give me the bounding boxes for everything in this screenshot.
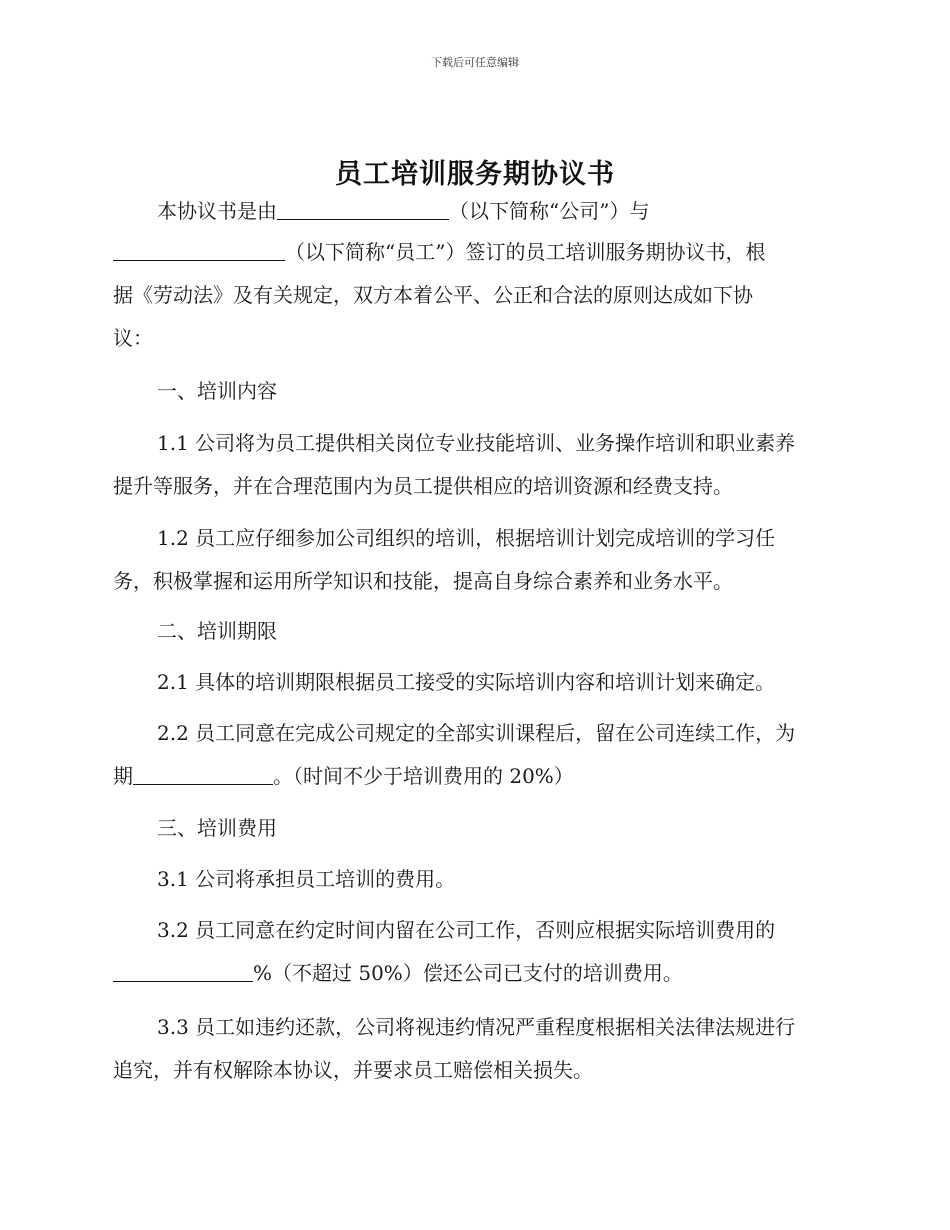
paragraph-text: %（不超过 50%）偿还公司已支付的培训费用。 [253,961,683,985]
paragraph-text: 。（时间不少于培训费用的 20%） [273,764,574,788]
paragraph-text: 3.2 员工同意在约定时间内留在公司工作，否则应根据实际培训费用的 [157,918,776,942]
paragraph-text: 2.2 员工同意在完成公司规定的全部实训课程后，留在公司连续工作，为 [157,721,796,745]
paragraph-text: 2.1 具体的培训期限根据员工接受的实际培训内容和培训计划来确定。 [157,670,776,694]
section-heading-2: 二、培训期限 [157,619,277,643]
intro-text: （以下简称“公司”）与 [449,199,650,223]
repayment-line [113,958,683,988]
intro-line-1 [157,196,649,226]
intro-text: 本协议书是由 [157,199,277,223]
section-heading-3: 三、培训费用 [157,816,277,840]
intro-line-4: 议： [113,326,153,350]
intro-text: （以下简称“员工”）签订的员工培训服务期协议书，根 [285,240,766,264]
document-title: 员工培训服务期协议书 [335,159,615,190]
paragraph-text: 1.2 员工应仔细参加公司组织的培训，根据培训计划完成培训的学习任 [157,526,776,550]
repayment-percent-blank[interactable] [113,959,253,982]
paragraph-text: 追究，并有权解除本协议，并要求员工赔偿相关损失。 [113,1058,593,1082]
service-period-blank[interactable] [133,762,273,785]
paragraph-text: 3.1 公司将承担员工培训的费用。 [157,867,456,891]
paragraph-text: 1.1 公司将为员工提供相关岗位专业技能培训、业务操作培训和职业素养 [157,431,796,455]
paragraph-text: 期 [113,764,133,788]
page-header: 下载后可任意编辑 [431,56,519,69]
intro-line-3: 据《劳动法》及有关规定，双方本着公平、公正和合法的原则达成如下协 [113,283,753,307]
service-period-line [113,761,574,791]
paragraph-text: 3.3 员工如违约还款，公司将视违约情况严重程度根据相关法律法规进行 [157,1015,796,1039]
intro-line-2 [113,237,765,267]
company-name-blank[interactable] [277,197,449,220]
employee-name-blank[interactable] [113,238,285,261]
section-heading-1: 一、培训内容 [157,379,277,403]
paragraph-text: 提升等服务，并在合理范围内为员工提供相应的培训资源和经费支持。 [113,474,733,498]
paragraph-text: 务，积极掌握和运用所学知识和技能，提高自身综合素养和业务水平。 [113,569,733,593]
